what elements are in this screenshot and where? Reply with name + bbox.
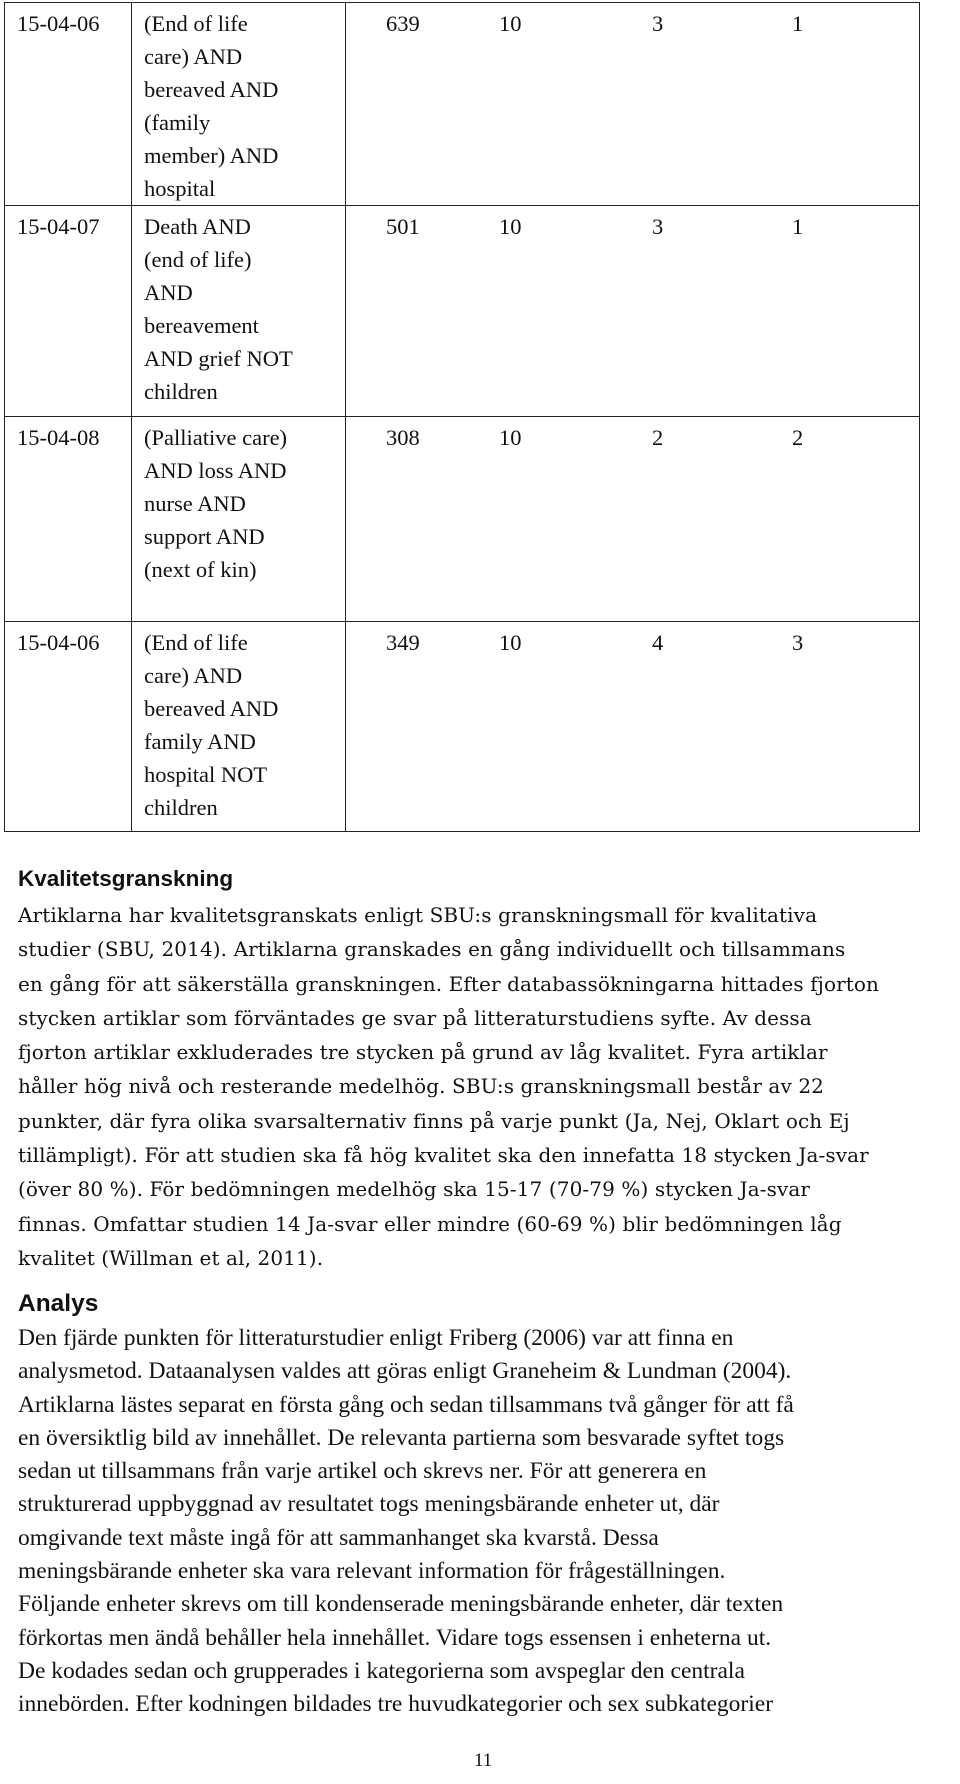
- search-term-line: hospital NOT: [144, 762, 268, 787]
- selected-count: 2: [792, 425, 804, 450]
- search-term-line: bereaved AND: [144, 696, 279, 721]
- hits-count: 501: [386, 214, 420, 239]
- text-line: Artiklarna lästes separat en första gång och sedan tillsammans två gånger för att få: [18, 1391, 794, 1418]
- numbers-cell: [346, 417, 920, 622]
- text-line: strukturerad uppbyggnad av resultatet togs meningsbärande enheter ut, där: [18, 1491, 720, 1518]
- read-count: 10: [499, 214, 522, 239]
- search-term-line: bereavement: [144, 313, 259, 338]
- read-count: 10: [499, 11, 522, 36]
- numbers-cell: [346, 206, 920, 417]
- date-cell: 15-04-08: [5, 417, 132, 622]
- read-count: 10: [499, 425, 522, 450]
- table-row: [5, 622, 920, 832]
- search-term-line: (End of life: [144, 630, 248, 655]
- search-term-line: care) AND: [144, 44, 243, 69]
- section-heading-analys: Analys: [18, 1290, 99, 1317]
- text-line: (över 80 %). För bedömningen medelhög ska 15-17 (70-79 %) stycken Ja-svar: [18, 1177, 811, 1202]
- selected-count: 1: [792, 11, 804, 36]
- search-term-line: Death AND: [144, 214, 251, 239]
- reviewed-count: 3: [652, 11, 664, 36]
- search-results-table: [4, 2, 920, 832]
- search-term-line: member) AND: [144, 143, 279, 168]
- hits-count: 308: [386, 425, 420, 450]
- search-term-line: care) AND: [144, 663, 243, 688]
- text-line: kvalitet (Willman et al, 2011).: [18, 1245, 324, 1270]
- numbers-cell: [346, 622, 920, 832]
- read-count: 10: [499, 630, 522, 655]
- search-term-line: nurse AND: [144, 491, 246, 516]
- selected-count: 3: [792, 630, 804, 655]
- search-term-line: AND: [144, 280, 193, 305]
- date-cell: 15-04-06: [5, 622, 132, 832]
- text-line: förkortas men ändå behåller hela innehållet. Vidare togs essensen i enheterna ut.: [18, 1624, 772, 1651]
- search-terms-cell: [132, 622, 346, 832]
- reviewed-count: 2: [652, 425, 664, 450]
- search-terms-cell: [132, 3, 346, 206]
- search-term-line: family AND: [144, 729, 256, 754]
- date-cell: 15-04-07: [5, 206, 132, 417]
- hits-count: 639: [386, 11, 420, 36]
- text-line: Artiklarna har kvalitetsgranskats enligt SBU:s granskningsmall för kvalitativa: [18, 903, 818, 927]
- text-line: omgivande text måste ingå för att sammanhanget ska kvarstå. Dessa: [18, 1524, 659, 1551]
- search-term-line: AND loss AND: [144, 458, 287, 483]
- reviewed-count: 4: [652, 630, 664, 655]
- hits-count: 349: [386, 630, 420, 655]
- paragraph-kvalitetsgranskning: [18, 898, 953, 1275]
- search-term-line: (Palliative care): [144, 425, 288, 450]
- text-line: stycken artiklar som förväntades ge svar på litteraturstudiens syfte. Av dessa: [18, 1005, 812, 1030]
- section-heading-kvalitetsgranskning: Kvalitetsgranskning: [18, 866, 234, 891]
- text-line: fjorton artiklar exkluderades tre stycken på grund av låg kvalitet. Fyra artiklar: [18, 1040, 828, 1065]
- text-line: studier (SBU, 2014). Artiklarna granskades en gång individuellt och tillsammans: [18, 937, 846, 962]
- search-terms-cell: [132, 206, 346, 417]
- text-line: sedan ut tillsammans från varje artikel och skrevs ner. För att generera en: [18, 1458, 707, 1485]
- text-line: De kodades sedan och grupperades i kategorierna som avspeglar den centrala: [18, 1657, 745, 1684]
- search-term-line: support AND: [144, 524, 265, 549]
- search-term-line: (next of kin): [144, 557, 257, 582]
- text-line: håller hög nivå och resterande medelhög. SBU:s granskningsmall består av 22: [18, 1074, 824, 1099]
- text-line: innebörden. Efter kodningen bildades tre huvudkategorier och sex subkategorier: [18, 1691, 774, 1718]
- text-line: en översiktlig bild av innehållet. De relevanta partierna som besvarade syftet togs: [18, 1424, 785, 1451]
- search-term-line: children: [144, 795, 218, 820]
- text-line: Följande enheter skrevs om till kondenserade meningsbärande enheter, där texten: [18, 1591, 784, 1618]
- text-line: Den fjärde punkten för litteraturstudier enligt Friberg (2006) var att finna en: [18, 1325, 734, 1351]
- search-term-line: hospital: [144, 176, 216, 201]
- numbers-cell: [346, 3, 920, 206]
- search-terms-cell: [132, 417, 346, 622]
- table-row: [5, 417, 920, 622]
- text-line: punkter, där fyra olika svarsalternativ finns på varje punkt (Ja, Nej, Oklart och Ej: [18, 1108, 850, 1133]
- search-term-line: bereaved AND: [144, 77, 279, 102]
- table-row: [5, 3, 920, 206]
- text-line: finnas. Omfattar studien 14 Ja-svar eller mindre (60-69 %) blir bedömningen låg: [18, 1211, 842, 1236]
- page-number: 11: [474, 1750, 493, 1771]
- text-line: en gång för att säkerställa granskningen. Efter databassökningarna hittades fjorton: [18, 971, 880, 996]
- search-term-line: AND grief NOT: [144, 346, 293, 371]
- text-line: analysmetod. Dataanalysen valdes att göras enligt Graneheim & Lundman (2004).: [18, 1358, 792, 1385]
- date-cell: 15-04-06: [5, 3, 132, 206]
- paragraph-analys: [18, 1322, 953, 1722]
- search-term-line: (end of life): [144, 247, 252, 272]
- search-term-line: (family: [144, 110, 211, 135]
- reviewed-count: 3: [652, 214, 664, 239]
- table-row: [5, 206, 920, 417]
- text-line: meningsbärande enheter ska vara relevant information för frågeställningen.: [18, 1558, 726, 1585]
- selected-count: 1: [792, 214, 804, 239]
- text-line: tillämpligt). För att studien ska få hög kvalitet ska den innefatta 18 stycken Ja-svar: [18, 1143, 869, 1168]
- search-term-line: (End of life: [144, 11, 248, 36]
- search-term-line: children: [144, 379, 218, 404]
